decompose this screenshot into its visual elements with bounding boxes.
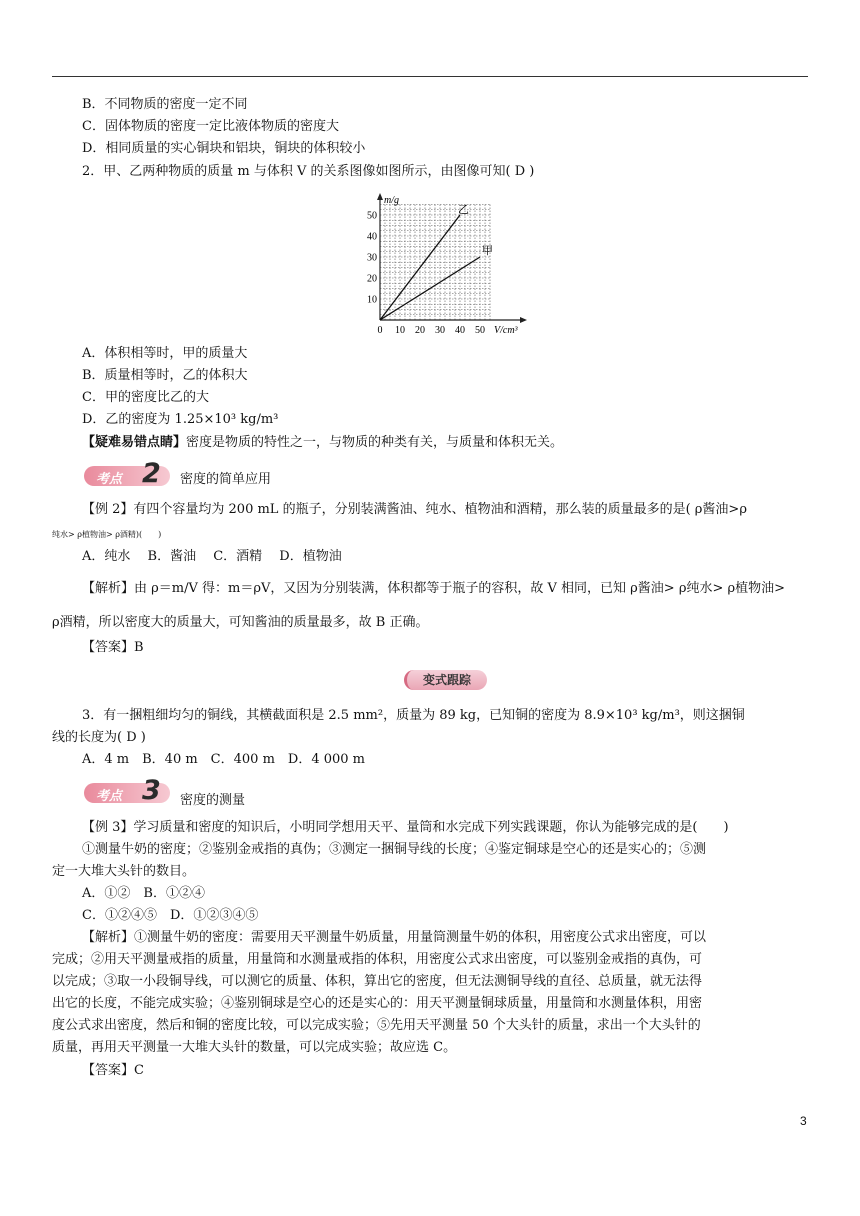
chart-grid xyxy=(380,205,490,321)
x-axis-arrow xyxy=(520,317,527,323)
section2-badge-label: 考点 xyxy=(96,472,123,487)
example2-line2: 纯水> ρ植物油> ρ酒精)( ) xyxy=(52,530,162,539)
x-tick-label: 20 xyxy=(415,325,425,336)
q3-options: A．4 m B．40 m C．400 m D．4 000 m xyxy=(82,752,365,767)
example2-analysis-line2: ρ酒精，所以密度大的质量大，可知酱油的质量最多，故 B 正确。 xyxy=(52,615,429,630)
q2-option-b: B．质量相等时，乙的体积大 xyxy=(82,368,248,383)
example3-answer: 【答案】C xyxy=(82,1063,144,1078)
y-tick-label: 20 xyxy=(367,273,377,285)
page-number: 3 xyxy=(800,1114,807,1128)
section3-badge-label: 考点 xyxy=(96,789,123,804)
series-label-1: 乙 xyxy=(458,203,469,216)
example3-analysis-line2: 完成；②用天平测量戒指的质量，用量筒和水测量戒指的体积，用密度公式求出密度，可以鉴别金戒指的真伪，可 xyxy=(52,952,703,967)
q2-stem: 2．甲、乙两种物质的质量 m 与体积 V 的关系图像如图所示，由图像可知( D ) xyxy=(82,164,535,179)
chart-series xyxy=(380,203,493,320)
example3-analysis-line5: 度公式求出密度，然后和铜的密度比较，可以完成实验；⑤先用天平测量 50 个大头针的质量，求出一个大头针的 xyxy=(52,1018,701,1033)
example2-line1: 【例 2】有四个容量均为 200 mL 的瓶子，分别装满酱油、纯水、植物油和酒精，那么装的质量最多的是( ρ酱油>ρ xyxy=(82,502,747,517)
example3-tasks-line1: ①测量牛奶的密度；②鉴别金戒指的真伪；③测定一捆铜导线的长度；④鉴定铜球是空心的还是实心的；⑤测 xyxy=(82,842,707,857)
y-tick-label: 30 xyxy=(367,252,377,264)
x-tick-labels xyxy=(378,325,486,336)
q3-line2: 线的长度为( D ) xyxy=(52,730,146,745)
example2-answer: 【答案】B xyxy=(82,640,144,655)
x-tick-label: 10 xyxy=(395,325,405,336)
tip-paragraph xyxy=(82,434,563,452)
q2-option-a: A．体积相等时，甲的质量大 xyxy=(82,346,248,361)
y-axis-arrow xyxy=(377,193,383,200)
x-tick-label: 50 xyxy=(475,325,485,336)
section3-title: 密度的测量 xyxy=(180,793,246,808)
x-tick-label: 0 xyxy=(377,325,383,336)
q2-option-c: C．甲的密度比乙的大 xyxy=(82,390,209,405)
mass-volume-chart xyxy=(360,192,535,342)
example2-analysis-line1: 【解析】由 ρ＝m/V 得：m＝ρV，又因为分别装满，体积都等于瓶子的容积，故 V 相同，已知 ρ酱油> ρ纯水> ρ植物油> xyxy=(82,581,786,596)
example3-stem: 【例 3】学习质量和密度的知识后，小明同学想用天平、量筒和水完成下列实践课题，你认为能够完成的是( ) xyxy=(82,820,729,835)
example2-options: A．纯水 B．酱油 C．酒精 D．植物油 xyxy=(82,549,342,564)
tip-label: 【疑难易错点睛】 xyxy=(82,435,187,450)
example3-tasks-line2: 定一大堆大头针的数目。 xyxy=(52,864,196,879)
example3-options-line2: C．①②④⑤ D．①②③④⑤ xyxy=(82,908,259,923)
q2-option-d: D．乙的密度为 1.25×10³ kg/m³ xyxy=(82,412,279,427)
x-tick-label: 40 xyxy=(455,325,465,336)
section2-badge-number: 2 xyxy=(142,458,161,489)
q1-option-b: B．不同物质的密度一定不同 xyxy=(82,97,248,112)
q1-option-c: C．固体物质的密度一定比液体物质的密度大 xyxy=(82,119,339,134)
section3-badge xyxy=(84,775,170,806)
example3-analysis-line4: 出它的长度，不能完成实验；④鉴别铜球是空心的还是实心的：用天平测量铜球质量，用量筒和水测量体积，用密 xyxy=(52,996,703,1011)
header-rule xyxy=(52,76,808,77)
y-tick-labels xyxy=(367,211,377,306)
section2-title: 密度的简单应用 xyxy=(180,472,272,487)
y-tick-label: 40 xyxy=(367,231,377,243)
y-tick-label: 10 xyxy=(367,294,377,306)
q1-option-d: D．相同质量的实心铜块和铝块，铜块的体积较小 xyxy=(82,141,366,156)
series-label-2: 甲 xyxy=(482,244,493,257)
section2-badge xyxy=(84,458,170,489)
x-tick-label: 30 xyxy=(435,325,445,336)
y-tick-label: 50 xyxy=(367,210,377,222)
tip-text: 密度是物质的特性之一，与物质的种类有关，与质量和体积无关。 xyxy=(186,435,564,450)
section3-badge-number: 3 xyxy=(142,775,161,806)
example3-analysis-line3: 以完成；③取一小段铜导线，可以测它的质量、体积，算出它的密度，但无法测铜导线的直径、总质量，就无法得 xyxy=(52,974,703,989)
example3-options-line1: A．①② B．①②④ xyxy=(82,886,205,901)
example3-analysis-line6: 质量，再用天平测量一大堆大头针的数量，可以完成实验；故应选 C。 xyxy=(52,1040,457,1055)
example3-analysis-line1: 【解析】①测量牛奶的密度：需要用天平测量牛奶质量，用量筒测量牛奶的体积，用密度公式求出密度，可以 xyxy=(82,930,707,945)
y-axis-label: m/g xyxy=(384,195,399,206)
x-axis-label: V/cm³ xyxy=(494,325,518,336)
variant-tag: 变式跟踪 xyxy=(404,670,487,690)
q3-line1: 3．有一捆粗细均匀的铜线，其横截面积是 2.5 mm²，质量为 89 kg，已知铜的密度为 8.9×10³ kg/m³，则这捆铜 xyxy=(82,708,745,723)
